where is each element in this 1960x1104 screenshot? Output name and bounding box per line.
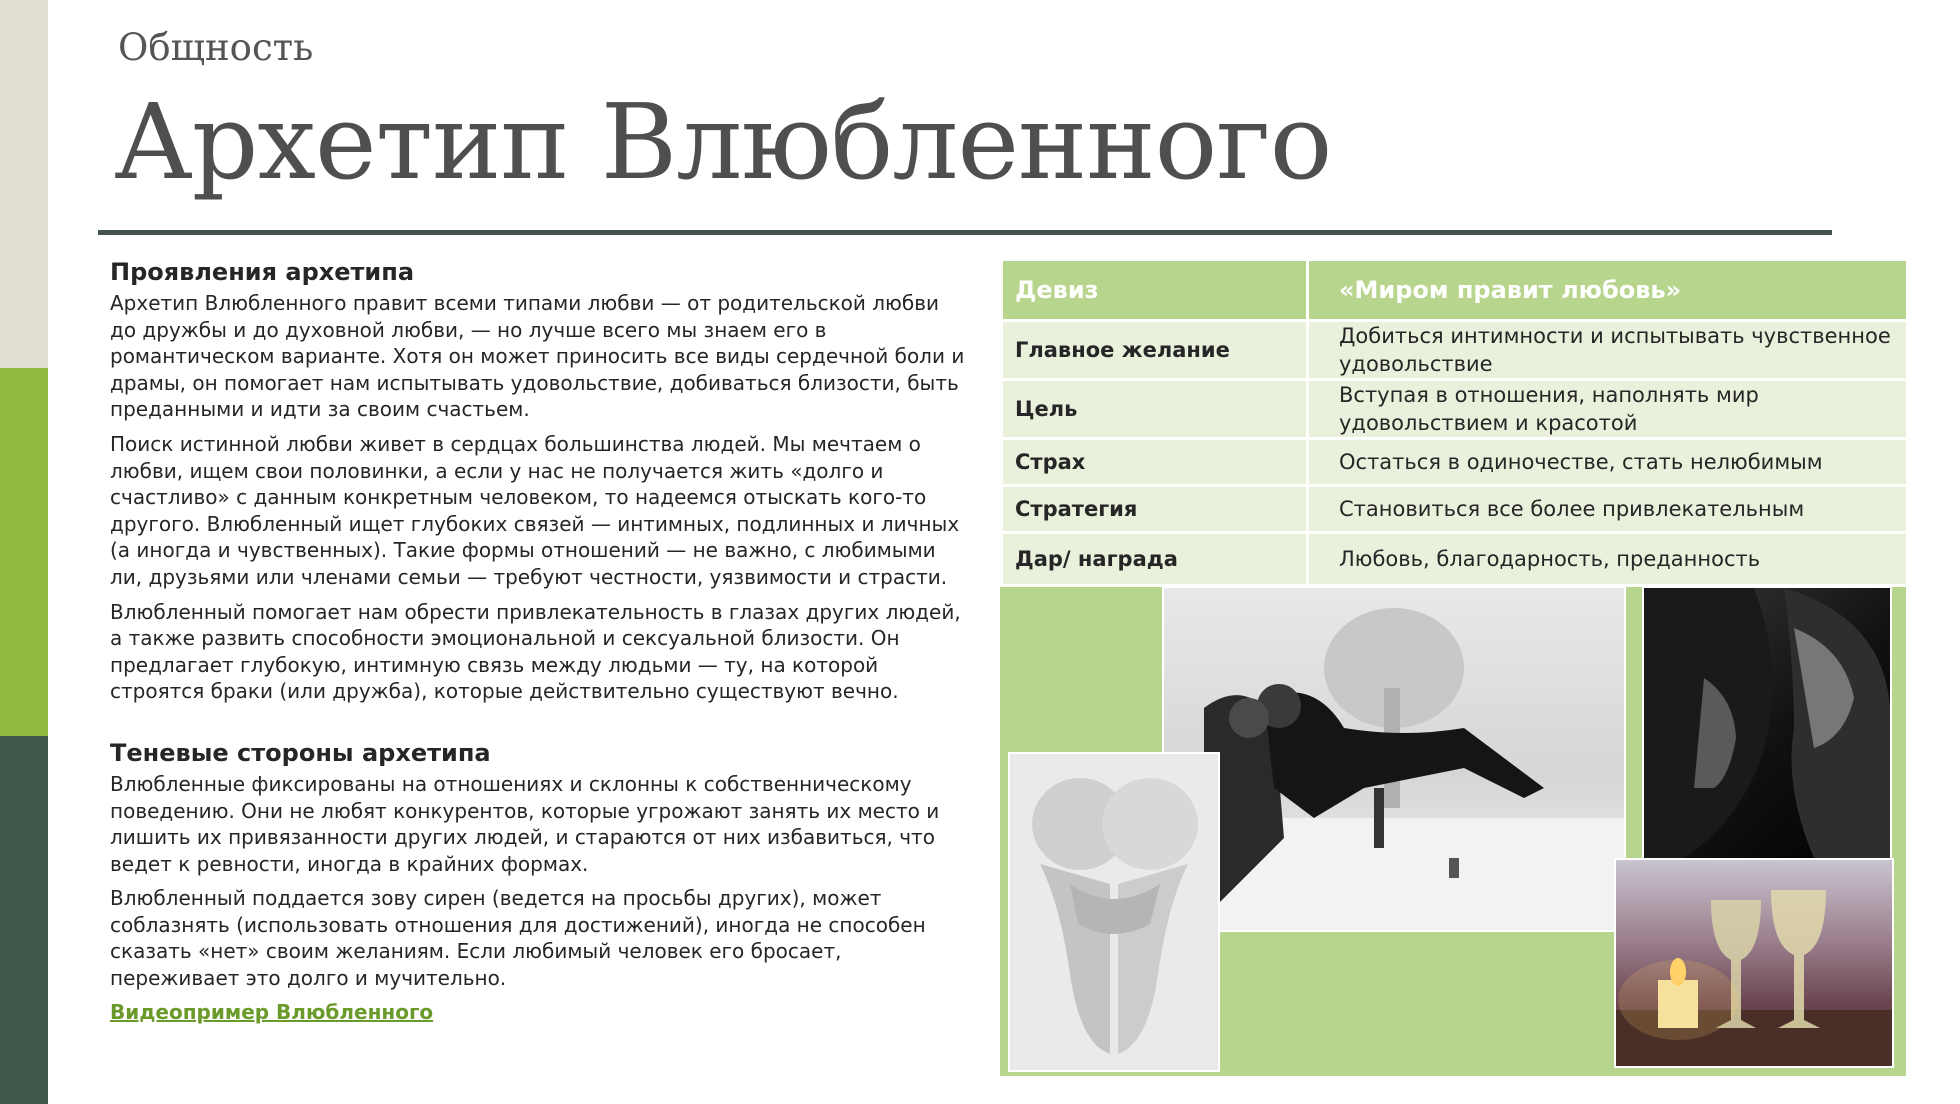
text-column xyxy=(110,258,970,1024)
table-header-value: «Миром правит любовь» xyxy=(1308,260,1908,321)
table-row xyxy=(1002,486,1908,533)
title-divider xyxy=(98,230,1832,235)
paragraph: Влюбленные фиксированы на отношениях и склонны к собственническому поведению. Они не любят конкурентов, которые угрожают занять их место и лишить их привязанности других людей, и стараются от них избавиться, что ведет к ревности, иногда в крайних формах. xyxy=(110,771,940,876)
slide-subtitle: Общность xyxy=(118,26,314,69)
table-row xyxy=(1002,439,1908,486)
side-strip-dark xyxy=(0,736,48,1104)
paragraph: Поиск истинной любви живет в сердцах большинства людей. Мы мечтаем о любви, ищем свои половинки, а если у нас не получается жить «долго и счастливо» с данным конкретным человеком, то надеемся отыскать кого-то другого. Влюбленный ищет глубоких связей — интимных, подлинных и личных (а иногда и чувственных). Такие формы отношений — не важно, с любимыми ли, друзьями или членами семьи — требуют честности, уязвимости и страсти. xyxy=(110,431,960,589)
photo-twin-babies xyxy=(1008,752,1220,1072)
row-key: Цель xyxy=(1002,380,1308,439)
row-value: Вступая в отношения, наполнять мир удовольствием и красотой xyxy=(1308,380,1908,439)
paragraph: Архетип Влюбленного правит всеми типами любви — от родительской любви до дружбы и до духовной любви, — но лучше всего мы знаем его в романтическом варианте. Хотя он может приносить все виды сердечной боли и драмы, он помогает нам испытывать удовольствие, добиваться близости, быть преданными и идти за своим счастьем. xyxy=(110,291,965,422)
section-heading-shadow: Теневые стороны архетипа xyxy=(110,738,491,767)
photo-couple-closeup xyxy=(1642,586,1892,860)
paragraph: Влюбленный помогает нам обрести привлекательность в глазах других людей, а также развить способности эмоциональной и сексуальной близости. Он предлагает глубокую, интимную связь между людьми — ту, на которой строятся браки (или дружба), которые действительно существуют вечно. xyxy=(110,599,961,704)
section-heading-manifestations: Проявления архетипа xyxy=(110,258,415,286)
archetype-table xyxy=(1000,258,1909,587)
table-row xyxy=(1002,321,1908,380)
table-row xyxy=(1002,380,1908,439)
side-strip-beige xyxy=(0,0,48,368)
photo-wine-candle xyxy=(1614,858,1894,1068)
paragraph: Влюбленный поддается зову сирен (ведется на просьбы других), может соблазнять (использовать отношения для достижений), иногда не способен сказать «нет» своим желаниям. Если любимый человек его бросает, переживает это долго и мучительно. xyxy=(110,886,926,991)
row-value: Становиться все более привлекательным xyxy=(1308,486,1908,533)
row-key: Стратегия xyxy=(1002,486,1308,533)
table-header-row xyxy=(1002,260,1908,321)
side-strip-green xyxy=(0,368,48,736)
row-value: Любовь, благодарность, преданность xyxy=(1308,533,1908,586)
row-key: Дар/ награда xyxy=(1002,533,1308,586)
row-key: Главное желание xyxy=(1002,321,1308,380)
row-key: Страх xyxy=(1002,439,1308,486)
table-header-key: Девиз xyxy=(1002,260,1308,321)
video-example-link[interactable]: Видеопример Влюбленного xyxy=(110,999,434,1024)
row-value: Добиться интимности и испытывать чувственное удовольствие xyxy=(1308,321,1908,380)
table-row xyxy=(1002,533,1908,586)
slide-title: Архетип Влюбленного xyxy=(114,81,1332,203)
row-value: Остаться в одиночестве, стать нелюбимым xyxy=(1308,439,1908,486)
photo-couple-kissing xyxy=(1162,586,1626,932)
